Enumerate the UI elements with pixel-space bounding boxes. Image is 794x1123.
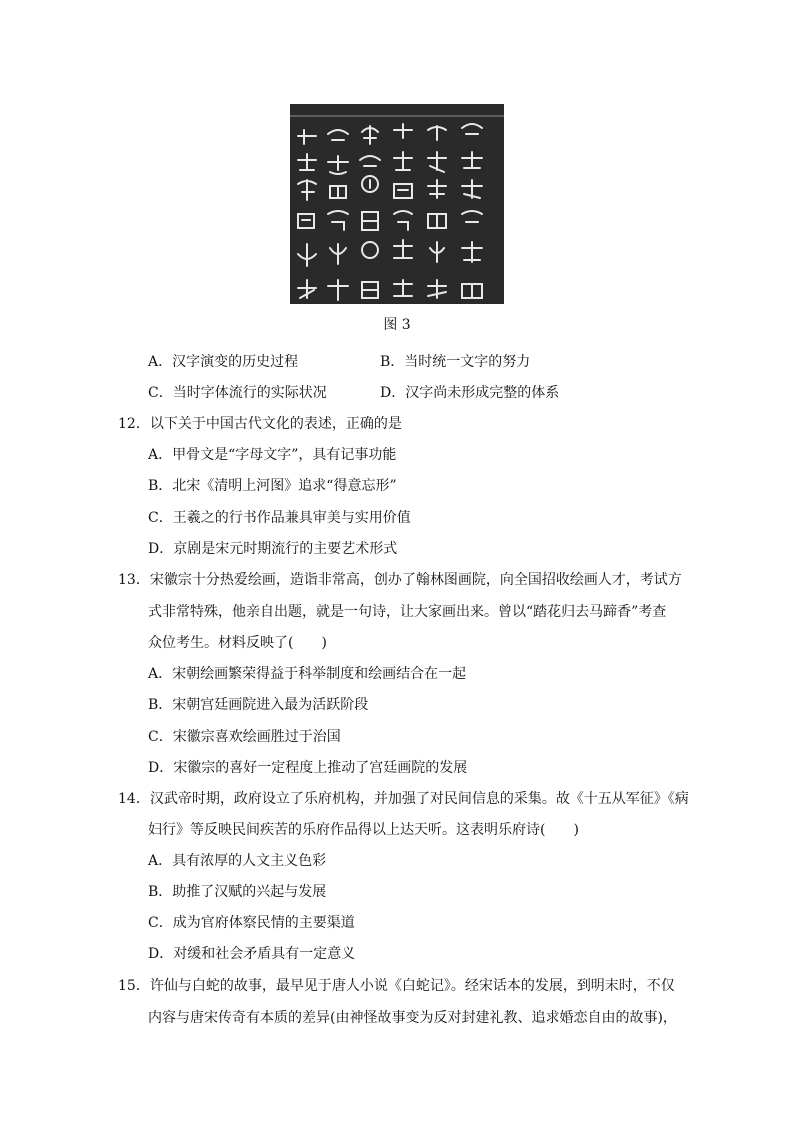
q13-option-a: A．宋朝绘画繁荣得益于科举制度和绘画结合在一起 (148, 666, 467, 682)
q13-option-d: D．宋徽宗的喜好一定程度上推动了宫廷画院的发展 (148, 760, 468, 776)
figure-caption: 图 3 (383, 317, 411, 333)
q12-option-c: C．王羲之的行书作品兼具审美与实用价值 (148, 510, 411, 526)
q11-option-a: A．汉字演变的历史过程 (148, 354, 299, 370)
q14-option-b: B．助推了汉赋的兴起与发展 (148, 884, 327, 900)
q14-stem-line1: 14．汉武帝时期，政府设立了乐府机构，并加强了对民间信息的采集。故《十五从军征》《病 (118, 791, 689, 807)
inscription-rubbing-image (290, 104, 504, 304)
q11-option-c: C．当时字体流行的实际状况 (148, 385, 327, 401)
q13-option-b: B．宋朝宫廷画院进入最为活跃阶段 (148, 697, 369, 713)
q13-stem-line2: 式非常特殊，他亲自出题，就是一句诗，让大家画出来。曾以“踏花归去马蹄香”考查 (148, 604, 667, 620)
q11-option-b: B．当时统一文字的努力 (380, 354, 531, 370)
q14-option-c: C．成为官府体察民情的主要渠道 (148, 915, 355, 931)
q12-stem: 12．以下关于中国古代文化的表述，正确的是 (118, 416, 402, 432)
q14-option-d: D．对缓和社会矛盾具有一定意义 (148, 946, 356, 962)
q13-stem-line1: 13．宋徽宗十分热爱绘画，造诣非常高，创办了翰林图画院，向全国招收绘画人才，考试方 (118, 572, 682, 588)
q12-option-d: D．京剧是宋元时期流行的主要艺术形式 (148, 541, 398, 557)
q14-stem-line2: 妇行》等反映民间疾苦的乐府作品得以上达天听。这表明乐府诗( ) (148, 822, 579, 838)
q13-option-c: C．宋徽宗喜欢绘画胜过于治国 (148, 729, 341, 745)
q12-option-a: A．甲骨文是“字母文字”，具有记事功能 (148, 447, 397, 463)
q14-option-a: A．具有浓厚的人文主义色彩 (148, 853, 327, 869)
q11-option-d: D．汉字尚未形成完整的体系 (380, 385, 560, 401)
q15-stem-line1: 15．许仙与白蛇的故事，最早见于唐人小说《白蛇记》。经宋话本的发展，到明末时，不仅 (118, 978, 675, 994)
q15-stem-line2: 内容与唐宋传奇有本质的差异(由神怪故事变为反对封建礼教、追求婚恋自由的故事)， (148, 1010, 677, 1026)
q13-stem-line3: 众位考生。材料反映了( ) (148, 635, 327, 651)
q12-option-b: B．北宋《清明上河图》追求“得意忘形” (148, 478, 397, 494)
